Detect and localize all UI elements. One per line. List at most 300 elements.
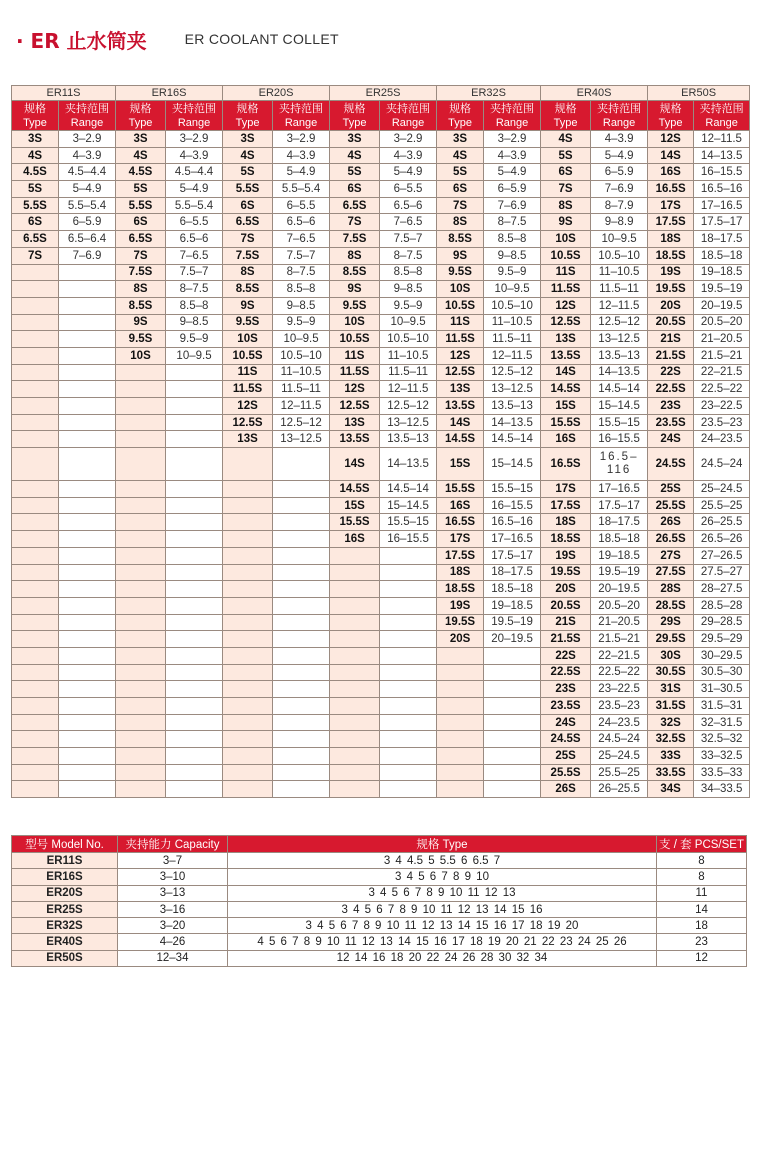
clamp-range-cell: 16.5–16 bbox=[694, 181, 750, 198]
table-row bbox=[12, 497, 750, 514]
header-label-cn: 夹持范围 bbox=[699, 102, 744, 115]
collet-type-cell: 4S bbox=[12, 147, 59, 164]
table-row bbox=[12, 597, 750, 614]
clamp-range-cell: 11–10.5 bbox=[273, 364, 330, 381]
collet-type-cell bbox=[12, 531, 59, 548]
clamp-range-cell bbox=[166, 681, 223, 698]
clamp-range-cell bbox=[484, 681, 541, 698]
group-header-row bbox=[12, 86, 750, 101]
collet-type-cell: 29.5S bbox=[648, 631, 694, 648]
collet-type-cell bbox=[12, 748, 59, 765]
clamp-range-cell: 10–9.5 bbox=[591, 231, 648, 248]
collet-type-cell: 27.5S bbox=[648, 564, 694, 581]
collet-type-cell: 16.5S bbox=[437, 514, 484, 531]
header-label-en: Range bbox=[602, 116, 636, 129]
clamp-range-cell bbox=[273, 631, 330, 648]
clamp-range-cell: 31–30.5 bbox=[694, 681, 750, 698]
clamp-range-cell bbox=[484, 748, 541, 765]
clamp-range-cell: 12.5–12 bbox=[380, 398, 437, 415]
clamp-range-cell bbox=[380, 781, 437, 798]
collet-type-cell bbox=[12, 497, 59, 514]
clamp-range-cell: 14–13.5 bbox=[380, 448, 437, 481]
collet-type-cell: 13.5S bbox=[541, 347, 591, 364]
clamp-range-cell: 19.5–19 bbox=[591, 564, 648, 581]
collet-type-cell: 33.5S bbox=[648, 764, 694, 781]
collet-type-cell: 3S bbox=[116, 131, 166, 148]
clamp-range-cell bbox=[166, 631, 223, 648]
collet-type-cell bbox=[223, 781, 273, 798]
clamp-range-cell: 17.5–17 bbox=[484, 547, 541, 564]
collet-type-cell: 15.5S bbox=[541, 414, 591, 431]
collet-type-cell bbox=[116, 564, 166, 581]
header-label-en: Range bbox=[284, 116, 318, 129]
table-row bbox=[12, 781, 750, 798]
clamp-range-cell: 16.5–116 bbox=[591, 448, 648, 481]
clamp-range-cell bbox=[380, 698, 437, 715]
clamp-range-cell: 22.5–22 bbox=[591, 664, 648, 681]
header-label-cn: 规格 bbox=[449, 102, 472, 115]
capacity-cell: 3–10 bbox=[118, 869, 228, 885]
types-cell: 3 4 4.5 5 5.5 6 6.5 7 bbox=[228, 853, 657, 869]
clamp-range-cell bbox=[484, 781, 541, 798]
clamp-range-cell: 26–25.5 bbox=[694, 514, 750, 531]
collet-type-cell: 23.5S bbox=[648, 414, 694, 431]
collet-type-cell: 11S bbox=[330, 347, 380, 364]
collet-type-cell: 12S bbox=[648, 131, 694, 148]
collet-type-cell bbox=[116, 497, 166, 514]
collet-type-cell: 6.5S bbox=[116, 231, 166, 248]
clamp-range-cell bbox=[59, 664, 116, 681]
clamp-range-cell bbox=[380, 631, 437, 648]
column-header-type bbox=[541, 101, 591, 131]
clamp-range-cell: 11.5–11 bbox=[380, 364, 437, 381]
collet-set-table bbox=[11, 835, 747, 967]
clamp-range-cell: 22–21.5 bbox=[694, 364, 750, 381]
clamp-range-cell: 4–3.9 bbox=[380, 147, 437, 164]
title-en: ER COOLANT COLLET bbox=[184, 31, 339, 47]
collet-type-cell: 15.5S bbox=[437, 481, 484, 498]
clamp-range-cell: 24.5–24 bbox=[591, 731, 648, 748]
collet-type-cell: 6S bbox=[223, 197, 273, 214]
collet-type-cell: 12S bbox=[330, 381, 380, 398]
collet-type-cell: 7.5S bbox=[116, 264, 166, 281]
clamp-range-cell: 14–13.5 bbox=[694, 147, 750, 164]
header-label-en: Type bbox=[342, 116, 367, 129]
clamp-range-cell: 7.5–7 bbox=[380, 231, 437, 248]
collet-type-cell bbox=[437, 781, 484, 798]
collet-type-cell bbox=[12, 564, 59, 581]
collet-type-cell bbox=[12, 431, 59, 448]
table-row bbox=[12, 347, 750, 364]
clamp-range-cell: 33–32.5 bbox=[694, 748, 750, 765]
clamp-range-cell: 8–7.5 bbox=[273, 264, 330, 281]
collet-type-cell bbox=[116, 448, 166, 481]
clamp-range-cell bbox=[59, 297, 116, 314]
collet-type-cell: 14.5S bbox=[437, 431, 484, 448]
clamp-range-cell: 24–23.5 bbox=[694, 431, 750, 448]
table-row bbox=[12, 934, 747, 950]
clamp-range-cell: 13.5–13 bbox=[380, 431, 437, 448]
collet-type-cell bbox=[116, 481, 166, 498]
clamp-range-cell bbox=[273, 497, 330, 514]
clamp-range-cell bbox=[380, 731, 437, 748]
clamp-range-cell: 5–4.9 bbox=[273, 164, 330, 181]
collet-type-cell bbox=[437, 664, 484, 681]
header-pcs: 支 / 套 PCS/SET bbox=[657, 836, 747, 853]
clamp-range-cell bbox=[59, 431, 116, 448]
collet-type-cell: 29S bbox=[648, 614, 694, 631]
header-label-cn: 规格 bbox=[659, 102, 682, 115]
collet-type-cell: 5S bbox=[437, 164, 484, 181]
table-row bbox=[12, 698, 750, 715]
model-cell: ER50S bbox=[12, 950, 118, 966]
clamp-range-cell: 16.5–16 bbox=[484, 514, 541, 531]
collet-type-cell: 14.5S bbox=[541, 381, 591, 398]
clamp-range-cell bbox=[273, 731, 330, 748]
clamp-range-cell bbox=[59, 381, 116, 398]
table-row bbox=[12, 901, 747, 917]
collet-type-cell: 23S bbox=[541, 681, 591, 698]
collet-range-table bbox=[11, 85, 750, 798]
types-cell: 4 5 6 7 8 9 10 11 12 13 14 15 16 17 18 19 20 21 22 23 24 25 26 bbox=[228, 934, 657, 950]
clamp-range-cell: 5–4.9 bbox=[166, 181, 223, 198]
clamp-range-cell: 7–6.5 bbox=[380, 214, 437, 231]
collet-type-cell: 4S bbox=[330, 147, 380, 164]
clamp-range-cell: 5.5–5.4 bbox=[166, 197, 223, 214]
header-label-en: Type bbox=[658, 116, 683, 129]
table-row bbox=[12, 631, 750, 648]
clamp-range-cell: 9.5–9 bbox=[273, 314, 330, 331]
clamp-range-cell: 20–19.5 bbox=[484, 631, 541, 648]
collet-type-cell: 19.5S bbox=[541, 564, 591, 581]
table-row bbox=[12, 714, 750, 731]
table-row bbox=[12, 681, 750, 698]
collet-type-cell bbox=[437, 647, 484, 664]
collet-type-cell: 7S bbox=[116, 247, 166, 264]
clamp-range-cell: 32–31.5 bbox=[694, 714, 750, 731]
collet-type-cell bbox=[12, 631, 59, 648]
collet-type-cell: 19.5S bbox=[648, 281, 694, 298]
clamp-range-cell bbox=[166, 614, 223, 631]
clamp-range-cell: 20.5–20 bbox=[694, 314, 750, 331]
collet-type-cell: 11S bbox=[437, 314, 484, 331]
collet-type-cell: 17.5S bbox=[541, 497, 591, 514]
clamp-range-cell: 9–8.5 bbox=[166, 314, 223, 331]
types-cell: 12 14 16 18 20 22 24 26 28 30 32 34 bbox=[228, 950, 657, 966]
header-label-en: Type bbox=[448, 116, 472, 129]
clamp-range-cell bbox=[166, 531, 223, 548]
clamp-range-cell: 7–6.9 bbox=[484, 197, 541, 214]
collet-type-cell: 13S bbox=[437, 381, 484, 398]
collet-type-cell bbox=[223, 748, 273, 765]
clamp-range-cell: 3–2.9 bbox=[380, 131, 437, 148]
clamp-range-cell bbox=[166, 497, 223, 514]
clamp-range-cell: 12.5–12 bbox=[273, 414, 330, 431]
collet-type-cell bbox=[330, 764, 380, 781]
collet-type-cell: 14S bbox=[541, 364, 591, 381]
clamp-range-cell bbox=[273, 581, 330, 598]
collet-type-cell bbox=[116, 781, 166, 798]
table-row bbox=[12, 181, 750, 198]
clamp-range-cell bbox=[59, 264, 116, 281]
collet-type-cell: 10.5S bbox=[223, 347, 273, 364]
clamp-range-cell: 13–12.5 bbox=[591, 331, 648, 348]
collet-type-cell bbox=[116, 364, 166, 381]
clamp-range-cell: 25.5–25 bbox=[591, 764, 648, 781]
collet-type-cell: 34S bbox=[648, 781, 694, 798]
clamp-range-cell: 22–21.5 bbox=[591, 647, 648, 664]
table-row bbox=[12, 231, 750, 248]
collet-type-cell: 16.5S bbox=[541, 448, 591, 481]
header-capacity: 夹持能力 Capacity bbox=[118, 836, 228, 853]
collet-type-cell: 12.5S bbox=[437, 364, 484, 381]
collet-type-cell: 19S bbox=[437, 597, 484, 614]
collet-type-cell bbox=[116, 597, 166, 614]
clamp-range-cell bbox=[59, 364, 116, 381]
group-name-er40s: ER40S bbox=[541, 86, 648, 101]
collet-type-cell bbox=[330, 597, 380, 614]
collet-type-cell: 26S bbox=[648, 514, 694, 531]
column-header-type bbox=[116, 101, 166, 131]
collet-type-cell: 12S bbox=[437, 347, 484, 364]
clamp-range-cell: 8.5–8 bbox=[166, 297, 223, 314]
clamp-range-cell: 14.5–14 bbox=[484, 431, 541, 448]
header-label-cn: 规格 bbox=[236, 102, 259, 115]
table-row bbox=[12, 564, 750, 581]
collet-type-cell: 24S bbox=[541, 714, 591, 731]
table-row bbox=[12, 731, 750, 748]
column-header-type bbox=[330, 101, 380, 131]
collet-type-cell bbox=[223, 731, 273, 748]
clamp-range-cell bbox=[273, 681, 330, 698]
header-type: 规格 Type bbox=[228, 836, 657, 853]
collet-type-cell bbox=[330, 748, 380, 765]
clamp-range-cell: 10.5–10 bbox=[380, 331, 437, 348]
collet-type-cell: 4S bbox=[116, 147, 166, 164]
clamp-range-cell: 13–12.5 bbox=[380, 414, 437, 431]
collet-type-cell bbox=[116, 664, 166, 681]
collet-type-cell: 11S bbox=[541, 264, 591, 281]
table-row bbox=[12, 885, 747, 901]
collet-type-cell bbox=[12, 714, 59, 731]
clamp-range-cell: 23–22.5 bbox=[694, 398, 750, 415]
collet-type-cell: 5.5S bbox=[12, 197, 59, 214]
collet-type-cell bbox=[330, 714, 380, 731]
clamp-range-cell: 6–5.5 bbox=[273, 197, 330, 214]
collet-type-cell: 25S bbox=[541, 748, 591, 765]
table-row bbox=[12, 448, 750, 481]
collet-type-cell: 17S bbox=[437, 531, 484, 548]
header-label-cn: 规格 bbox=[554, 102, 577, 115]
header-label-en: Type bbox=[128, 116, 153, 129]
collet-type-cell: 25S bbox=[648, 481, 694, 498]
group-name-er25s: ER25S bbox=[330, 86, 437, 101]
table-row bbox=[12, 918, 747, 934]
clamp-range-cell: 28.5–28 bbox=[694, 597, 750, 614]
clamp-range-cell: 29–28.5 bbox=[694, 614, 750, 631]
header-model: 型号 Model No. bbox=[12, 836, 118, 853]
collet-type-cell: 14S bbox=[648, 147, 694, 164]
collet-type-cell bbox=[437, 748, 484, 765]
collet-type-cell: 8.5S bbox=[437, 231, 484, 248]
collet-type-cell: 20.5S bbox=[541, 597, 591, 614]
header-label-en: Type bbox=[235, 116, 260, 129]
collet-type-cell bbox=[12, 731, 59, 748]
clamp-range-cell: 14.5–14 bbox=[591, 381, 648, 398]
header-label-cn: 夹持范围 bbox=[172, 102, 217, 115]
clamp-range-cell: 6–5.5 bbox=[380, 181, 437, 198]
collet-type-cell: 9S bbox=[330, 281, 380, 298]
collet-type-cell bbox=[330, 547, 380, 564]
clamp-range-cell: 20.5–20 bbox=[591, 597, 648, 614]
clamp-range-cell: 18.5–18 bbox=[591, 531, 648, 548]
clamp-range-cell bbox=[166, 647, 223, 664]
group-name-er32s: ER32S bbox=[437, 86, 541, 101]
pcs-cell: 23 bbox=[657, 934, 747, 950]
clamp-range-cell: 24–23.5 bbox=[591, 714, 648, 731]
clamp-range-cell: 4.5–4.4 bbox=[59, 164, 116, 181]
collet-type-cell: 10S bbox=[330, 314, 380, 331]
collet-type-cell: 31.5S bbox=[648, 698, 694, 715]
table-row bbox=[12, 247, 750, 264]
collet-type-cell bbox=[116, 581, 166, 598]
clamp-range-cell: 8–7.5 bbox=[484, 214, 541, 231]
clamp-range-cell bbox=[484, 764, 541, 781]
clamp-range-cell bbox=[59, 414, 116, 431]
collet-type-cell: 24.5S bbox=[541, 731, 591, 748]
clamp-range-cell: 31.5–31 bbox=[694, 698, 750, 715]
clamp-range-cell: 15–14.5 bbox=[484, 448, 541, 481]
collet-type-cell bbox=[116, 647, 166, 664]
clamp-range-cell: 9–8.5 bbox=[273, 297, 330, 314]
table-row bbox=[12, 950, 747, 966]
clamp-range-cell bbox=[59, 581, 116, 598]
collet-type-cell: 15S bbox=[330, 497, 380, 514]
clamp-range-cell bbox=[273, 698, 330, 715]
capacity-cell: 3–13 bbox=[118, 885, 228, 901]
clamp-range-cell bbox=[166, 398, 223, 415]
clamp-range-cell: 8–7.5 bbox=[166, 281, 223, 298]
group-name-er11s: ER11S bbox=[12, 86, 116, 101]
group-name-er16s: ER16S bbox=[116, 86, 223, 101]
collet-type-cell bbox=[12, 364, 59, 381]
clamp-range-cell bbox=[166, 514, 223, 531]
clamp-range-cell bbox=[380, 564, 437, 581]
table-row bbox=[12, 531, 750, 548]
clamp-range-cell: 11.5–11 bbox=[591, 281, 648, 298]
clamp-range-cell: 27–26.5 bbox=[694, 547, 750, 564]
clamp-range-cell: 6.5–6.4 bbox=[59, 231, 116, 248]
collet-type-cell bbox=[116, 398, 166, 415]
clamp-range-cell bbox=[273, 614, 330, 631]
column-header-range bbox=[484, 101, 541, 131]
clamp-range-cell: 9.5–9 bbox=[380, 297, 437, 314]
clamp-range-cell: 23.5–23 bbox=[694, 414, 750, 431]
collet-type-cell: 18.5S bbox=[541, 531, 591, 548]
clamp-range-cell: 12–11.5 bbox=[591, 297, 648, 314]
capacity-cell: 12–34 bbox=[118, 950, 228, 966]
types-cell: 3 4 5 6 7 8 9 10 bbox=[228, 869, 657, 885]
clamp-range-cell: 16–15.5 bbox=[591, 431, 648, 448]
clamp-range-cell: 32.5–32 bbox=[694, 731, 750, 748]
clamp-range-cell: 12–11.5 bbox=[694, 131, 750, 148]
collet-type-cell: 21.5S bbox=[648, 347, 694, 364]
header-label-cn: 规格 bbox=[343, 102, 366, 115]
collet-type-cell: 17S bbox=[541, 481, 591, 498]
collet-type-cell bbox=[12, 398, 59, 415]
collet-type-cell: 12.5S bbox=[223, 414, 273, 431]
capacity-cell: 3–7 bbox=[118, 853, 228, 869]
clamp-range-cell: 15.5–15 bbox=[591, 414, 648, 431]
clamp-range-cell bbox=[59, 531, 116, 548]
collet-type-cell: 24S bbox=[648, 431, 694, 448]
clamp-range-cell bbox=[59, 347, 116, 364]
collet-type-cell bbox=[12, 781, 59, 798]
clamp-range-cell: 18.5–18 bbox=[694, 247, 750, 264]
collet-type-cell: 20S bbox=[437, 631, 484, 648]
clamp-range-cell bbox=[380, 748, 437, 765]
collet-type-cell: 18S bbox=[437, 564, 484, 581]
clamp-range-cell bbox=[166, 431, 223, 448]
collet-type-cell: 15.5S bbox=[330, 514, 380, 531]
pcs-cell: 11 bbox=[657, 885, 747, 901]
clamp-range-cell: 26.5–26 bbox=[694, 531, 750, 548]
clamp-range-cell: 5–4.9 bbox=[591, 147, 648, 164]
collet-type-cell: 8.5S bbox=[223, 281, 273, 298]
table-row bbox=[12, 398, 750, 415]
collet-type-cell bbox=[223, 647, 273, 664]
collet-type-cell: 28S bbox=[648, 581, 694, 598]
clamp-range-cell: 23.5–23 bbox=[591, 698, 648, 715]
clamp-range-cell: 10–9.5 bbox=[484, 281, 541, 298]
collet-type-cell: 11.5S bbox=[223, 381, 273, 398]
collet-type-cell bbox=[223, 514, 273, 531]
collet-type-cell: 3S bbox=[223, 131, 273, 148]
collet-type-cell bbox=[116, 631, 166, 648]
collet-type-cell: 19.5S bbox=[437, 614, 484, 631]
clamp-range-cell: 8.5–8 bbox=[273, 281, 330, 298]
clamp-range-cell: 12.5–12 bbox=[591, 314, 648, 331]
clamp-range-cell bbox=[380, 664, 437, 681]
clamp-range-cell: 9–8.9 bbox=[591, 214, 648, 231]
collet-type-cell: 30S bbox=[648, 647, 694, 664]
collet-type-cell bbox=[437, 764, 484, 781]
clamp-range-cell bbox=[484, 714, 541, 731]
collet-type-cell bbox=[12, 647, 59, 664]
collet-type-cell: 16S bbox=[541, 431, 591, 448]
collet-type-cell: 21S bbox=[648, 331, 694, 348]
collet-type-cell bbox=[116, 547, 166, 564]
collet-type-cell: 14.5S bbox=[330, 481, 380, 498]
collet-type-cell bbox=[12, 698, 59, 715]
clamp-range-cell: 22.5–22 bbox=[694, 381, 750, 398]
collet-type-cell: 6S bbox=[116, 214, 166, 231]
clamp-range-cell bbox=[59, 731, 116, 748]
clamp-range-cell: 11.5–11 bbox=[484, 331, 541, 348]
clamp-range-cell bbox=[484, 731, 541, 748]
clamp-range-cell bbox=[380, 614, 437, 631]
clamp-range-cell bbox=[380, 581, 437, 598]
clamp-range-cell: 14.5–14 bbox=[380, 481, 437, 498]
collet-type-cell bbox=[116, 698, 166, 715]
collet-type-cell: 5.5S bbox=[223, 181, 273, 198]
collet-type-cell: 13S bbox=[223, 431, 273, 448]
collet-type-cell: 28.5S bbox=[648, 597, 694, 614]
column-header-type bbox=[648, 101, 694, 131]
column-header-range bbox=[591, 101, 648, 131]
table-row bbox=[12, 514, 750, 531]
clamp-range-cell bbox=[273, 564, 330, 581]
